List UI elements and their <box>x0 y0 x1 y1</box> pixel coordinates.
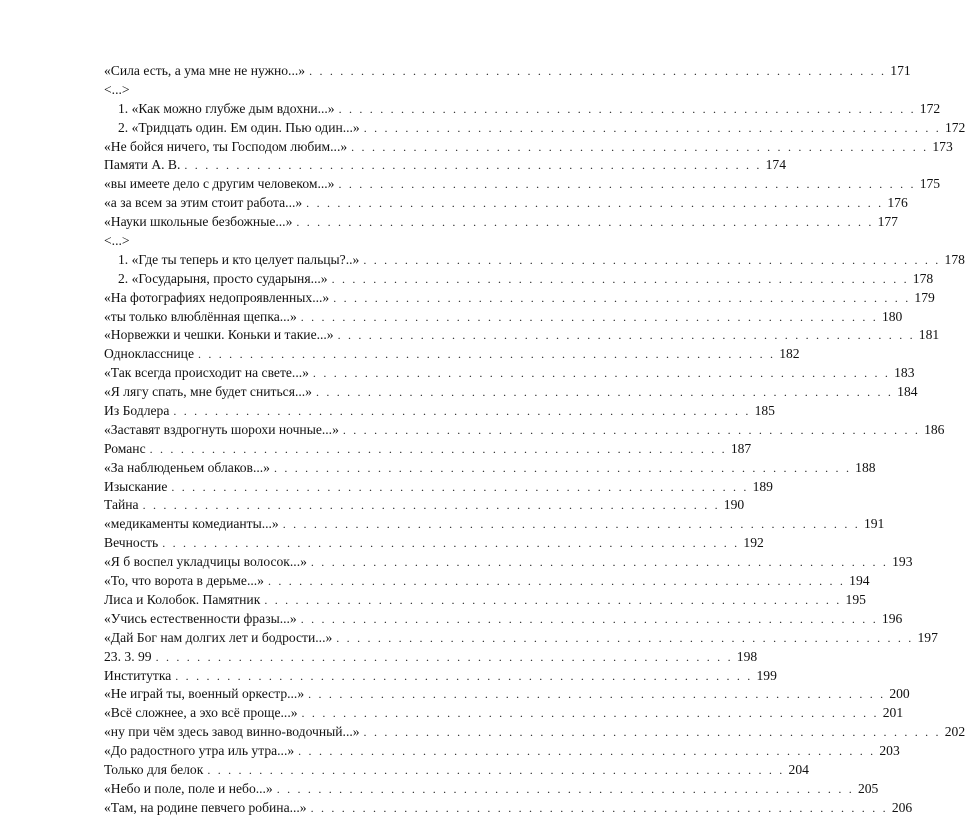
toc-entry-title: 1. «Где ты теперь и кто целует пальцы?..» <box>118 251 360 267</box>
toc-entry <box>104 383 918 402</box>
dot-leader: . . . . . . . . . . . . . . . . . . . . . . . . . . . . . . . . . . . . . . . . . . . . . . . . . . . . . . . . <box>207 762 785 777</box>
toc-entry-title: Тайна <box>104 497 139 513</box>
toc-entry <box>104 100 941 119</box>
toc-entry-title: «медикаменты комедианты...» <box>104 516 279 532</box>
toc-entry <box>104 119 965 138</box>
toc-entry-page-number: 186 <box>924 421 945 437</box>
toc-entry-page-number: 172 <box>919 100 941 116</box>
toc-entry-page-number: 199 <box>756 667 777 683</box>
dot-leader: . . . . . . . . . . . . . . . . . . . . . . . . . . . . . . . . . . . . . . . . . . . . . . . . . . . . . . . . <box>184 158 762 173</box>
toc-entry-title: «а за всем за этим стоит работа...» <box>104 195 303 211</box>
toc-entry-title: Только для белок <box>104 761 204 777</box>
dot-leader: . . . . . . . . . . . . . . . . . . . . . . . . . . . . . . . . . . . . . . . . . . . . . . . . . . . . . . . . <box>273 460 852 475</box>
dot-leader: . . . . . . . . . . . . . . . . . . . . . . . . . . . . . . . . . . . . . . . . . . . . . . . . . . . . . . . . <box>171 479 749 494</box>
toc-entry <box>104 610 903 629</box>
toc-entry <box>104 345 800 364</box>
dot-leader: . . . . . . . . . . . . . . . . . . . . . . . . . . . . . . . . . . . . . . . . . . . . . . . . . . . . . . . . <box>300 309 878 324</box>
toc-entry <box>104 459 876 478</box>
toc-entry <box>104 138 953 157</box>
toc-entry-page-number: 179 <box>914 289 935 305</box>
dot-leader: . . . . . . . . . . . . . . . . . . . . . . . . . . . . . . . . . . . . . . . . . . . . . . . . . . . . . . . . <box>197 347 776 362</box>
toc-entry <box>104 478 773 497</box>
toc-entry <box>104 667 777 686</box>
toc-entry-title: «Всё сложнее, а эхо всё проще...» <box>104 705 298 721</box>
dot-leader: . . . . . . . . . . . . . . . . . . . . . . . . . . . . . . . . . . . . . . . . . . . . . . . . . . . . . . . . <box>155 649 733 664</box>
toc-entry <box>104 591 866 610</box>
toc-entry-title: «Дай Бог нам долгих лет и бодрости...» <box>104 629 333 645</box>
dot-leader: . . . . . . . . . . . . . . . . . . . . . . . . . . . . . . . . . . . . . . . . . . . . . . . . . . . . . . . . <box>338 101 916 116</box>
dot-leader: . . . . . . . . . . . . . . . . . . . . . . . . . . . . . . . . . . . . . . . . . . . . . . . . . . . . . . . . <box>162 536 740 551</box>
toc-entry-title: «ну при чём здесь завод винно-водочный...» <box>104 724 360 740</box>
toc-entry <box>104 326 940 345</box>
dot-leader: . . . . . . . . . . . . . . . . . . . . . . . . . . . . . . . . . . . . . . . . . . . . . . . . . . . . . . . . <box>336 630 914 645</box>
toc-entry-page-number: 177 <box>877 214 898 230</box>
toc-entry <box>104 251 965 270</box>
toc-entry-title: «Небо и поле, поле и небо...» <box>104 780 273 796</box>
dot-leader: . . . . . . . . . . . . . . . . . . . . . . . . . . . . . . . . . . . . . . . . . . . . . . . . . . . . . . . . <box>333 290 911 305</box>
toc-entry <box>104 421 945 440</box>
toc-entry-page-number: 202 <box>944 724 965 740</box>
toc-entry-page-number: 183 <box>894 365 915 381</box>
toc-entry-page-number: 206 <box>891 799 913 815</box>
toc-entry-title: «Я лягу спать, мне будет сниться...» <box>104 384 312 400</box>
toc-entry <box>104 799 913 818</box>
toc-entry-page-number: 192 <box>743 535 764 551</box>
dot-leader: . . . . . . . . . . . . . . . . . . . . . . . . . . . . . . . . . . . . . . . . . . . . . . . . . . . . . . . . <box>276 781 854 796</box>
toc-entry-page-number: 180 <box>881 308 903 324</box>
toc-entry-page-number: 175 <box>919 176 941 192</box>
toc-entry-page-number: 171 <box>890 63 911 78</box>
dot-leader: . . . . . . . . . . . . . . . . . . . . . . . . . . . . . . . . . . . . . . . . . . . . . . . . . . . . . . . . <box>298 744 876 759</box>
toc-entry <box>104 156 786 175</box>
toc-entry <box>104 780 879 799</box>
toc-entry <box>104 308 903 327</box>
dot-leader: . . . . . . . . . . . . . . . . . . . . . . . . . . . . . . . . . . . . . . . . . . . . . . . . . . . . . . . . <box>296 215 874 230</box>
toc-entry-title: Изыскание <box>104 478 168 494</box>
toc-entry-page-number: 181 <box>918 327 940 343</box>
toc-entry <box>104 723 965 742</box>
toc-entry-title: «То, что ворота в дерьме...» <box>104 573 264 589</box>
toc-entry <box>104 496 745 515</box>
toc-entry-title: Институтка <box>104 667 172 683</box>
dot-leader: . . . . . . . . . . . . . . . . . . . . . . . . . . . . . . . . . . . . . . . . . . . . . . . . . . . . . . . . <box>338 177 916 192</box>
toc-entry-page-number: 174 <box>765 157 786 173</box>
toc-entry <box>104 685 910 704</box>
dot-leader: . . . . . . . . . . . . . . . . . . . . . . . . . . . . . . . . . . . . . . . . . . . . . . . . . . . . . . . . <box>173 404 751 419</box>
toc-entry-page-number: 204 <box>788 761 809 777</box>
toc-entry <box>104 553 913 572</box>
table-of-contents <box>104 62 965 818</box>
dot-leader: . . . . . . . . . . . . . . . . . . . . . . . . . . . . . . . . . . . . . . . . . . . . . . . . . . . . . . . . <box>309 64 887 78</box>
dot-leader: . . . . . . . . . . . . . . . . . . . . . . . . . . . . . . . . . . . . . . . . . . . . . . . . . . . . . . . . <box>312 366 891 381</box>
toc-entry-title: «Так всегда происходит на свете...» <box>104 365 309 381</box>
toc-entry-title: 2. «Государыня, просто сударыня...» <box>118 270 328 286</box>
toc-entry-page-number: 188 <box>855 459 876 475</box>
toc-entry <box>104 648 758 667</box>
toc-entry-page-number: 195 <box>845 591 866 607</box>
dot-leader: . . . . . . . . . . . . . . . . . . . . . . . . . . . . . . . . . . . . . . . . . . . . . . . . . . . . . . . . <box>306 196 884 211</box>
toc-entry <box>104 175 941 194</box>
toc-entry-page-number: 201 <box>882 705 904 721</box>
dot-leader: . . . . . . . . . . . . . . . . . . . . . . . . . . . . . . . . . . . . . . . . . . . . . . . . . . . . . . . . <box>264 592 842 607</box>
toc-entry-page-number: 205 <box>857 780 879 796</box>
toc-entry-title: <...> <box>104 81 130 97</box>
toc-entry-page-number: 187 <box>730 440 752 456</box>
dot-leader: . . . . . . . . . . . . . . . . . . . . . . . . . . . . . . . . . . . . . . . . . . . . . . . . . . . . . . . . <box>342 422 921 437</box>
dot-leader: . . . . . . . . . . . . . . . . . . . . . . . . . . . . . . . . . . . . . . . . . . . . . . . . . . . . . . . . <box>363 252 941 267</box>
dot-leader: . . . . . . . . . . . . . . . . . . . . . . . . . . . . . . . . . . . . . . . . . . . . . . . . . . . . . . . . <box>308 687 886 702</box>
toc-entry-title: «Не играй ты, военный оркестр...» <box>104 686 305 702</box>
toc-entry-page-number: 176 <box>887 195 908 211</box>
toc-entry <box>104 81 478 100</box>
toc-entry-page-number: 172 <box>944 119 965 135</box>
toc-entry-title: «До радостного утра иль утра...» <box>104 743 295 759</box>
toc-entry-page-number: 185 <box>754 403 775 419</box>
toc-entry-title: Памяти А. В. <box>104 157 181 173</box>
dot-leader: . . . . . . . . . . . . . . . . . . . . . . . . . . . . . . . . . . . . . . . . . . . . . . . . . . . . . . . . <box>267 574 846 589</box>
toc-entry-title: «На фотографиях недопроявленных...» <box>104 289 330 305</box>
toc-entry-page-number: 178 <box>912 270 934 286</box>
dot-leader: . . . . . . . . . . . . . . . . . . . . . . . . . . . . . . . . . . . . . . . . . . . . . . . . . . . . . . . . <box>351 139 929 154</box>
toc-entry-title: 2. «Тридцать один. Ем один. Пью один...» <box>118 119 360 135</box>
toc-entry-title: «Там, на родине певчего робина...» <box>104 799 307 815</box>
toc-entry <box>104 572 870 591</box>
toc-entry-title: 1. «Как можно глубже дым вдохни...» <box>118 100 335 116</box>
toc-entry-title: Однокласснице <box>104 346 194 362</box>
toc-entry-page-number: 190 <box>723 497 745 513</box>
toc-entry-title: <...> <box>104 233 130 249</box>
dot-leader: . . . . . . . . . . . . . . . . . . . . . . . . . . . . . . . . . . . . . . . . . . . . . . . . . . . . . . . . <box>315 385 894 400</box>
toc-entry-page-number: 203 <box>879 743 900 759</box>
toc-entry-title: Романс <box>104 440 146 456</box>
toc-entry-title: «Заставят вздрогнуть шорохи ночные...» <box>104 421 339 437</box>
toc-entry-page-number: 189 <box>752 478 773 494</box>
toc-entry-title: Вечность <box>104 535 159 551</box>
toc-entry-page-number: 184 <box>897 384 918 400</box>
toc-entry-title: Лиса и Колобок. Памятник <box>104 591 261 607</box>
toc-entry-title: Из Бодлера <box>104 403 170 419</box>
toc-entry <box>104 402 775 421</box>
dot-leader: . . . . . . . . . . . . . . . . . . . . . . . . . . . . . . . . . . . . . . . . . . . . . . . . . . . . . . . . <box>282 517 860 532</box>
toc-entry-title: «ты только влюблённая щепка...» <box>104 308 297 324</box>
toc-entry <box>104 515 885 534</box>
dot-leader: . . . . . . . . . . . . . . . . . . . . . . . . . . . . . . . . . . . . . . . . . . . . . . . . . . . . . . . . <box>142 498 720 513</box>
dot-leader: . . . . . . . . . . . . . . . . . . . . . . . . . . . . . . . . . . . . . . . . . . . . . . . . . . . . . . . . <box>310 800 888 815</box>
toc-entry <box>104 194 908 213</box>
toc-entry-title: «За наблюденьем облаков...» <box>104 459 270 475</box>
toc-entry <box>104 270 934 289</box>
toc-entry-title: «Сила есть, а ума мне не нужно...» <box>104 63 306 78</box>
toc-entry-title: «Науки школьные безбожные...» <box>104 214 293 230</box>
toc-entry-page-number: 200 <box>889 686 910 702</box>
toc-entry-page-number: 193 <box>892 554 913 570</box>
toc-entry-title: 23. 3. 99 <box>104 648 152 664</box>
toc-entry <box>104 289 935 308</box>
toc-entry <box>104 232 478 251</box>
toc-entry-title: «Я б воспел укладчицы волосок...» <box>104 554 307 570</box>
dot-leader: . . . . . . . . . . . . . . . . . . . . . . . . . . . . . . . . . . . . . . . . . . . . . . . . . . . . . . . . <box>175 668 753 683</box>
toc-entry <box>104 213 898 232</box>
toc-entry <box>104 440 752 459</box>
toc-entry-page-number: 173 <box>932 138 953 154</box>
toc-entry-page-number: 197 <box>917 629 938 645</box>
dot-leader: . . . . . . . . . . . . . . . . . . . . . . . . . . . . . . . . . . . . . . . . . . . . . . . . . . . . . . . . <box>363 120 941 135</box>
dot-leader: . . . . . . . . . . . . . . . . . . . . . . . . . . . . . . . . . . . . . . . . . . . . . . . . . . . . . . . . <box>300 611 878 626</box>
toc-entry-title: «Норвежки и чешки. Коньки и такие...» <box>104 327 334 343</box>
dot-leader: . . . . . . . . . . . . . . . . . . . . . . . . . . . . . . . . . . . . . . . . . . . . . . . . . . . . . . . . <box>331 271 909 286</box>
dot-leader: . . . . . . . . . . . . . . . . . . . . . . . . . . . . . . . . . . . . . . . . . . . . . . . . . . . . . . . . <box>301 706 879 721</box>
toc-entry <box>104 629 938 648</box>
toc-entry <box>104 62 911 81</box>
toc-entry-title: «Учись естественности фразы...» <box>104 610 297 626</box>
dot-leader: . . . . . . . . . . . . . . . . . . . . . . . . . . . . . . . . . . . . . . . . . . . . . . . . . . . . . . . . <box>363 725 941 740</box>
toc-entry <box>104 742 900 761</box>
dot-leader: . . . . . . . . . . . . . . . . . . . . . . . . . . . . . . . . . . . . . . . . . . . . . . . . . . . . . . . . <box>310 555 889 570</box>
toc-entry-page-number: 191 <box>863 516 885 532</box>
dot-leader: . . . . . . . . . . . . . . . . . . . . . . . . . . . . . . . . . . . . . . . . . . . . . . . . . . . . . . . . <box>337 328 915 343</box>
toc-entry <box>104 364 915 383</box>
toc-entry <box>104 761 809 780</box>
toc-entry-title: «вы имеете дело с другим человеком...» <box>104 176 335 192</box>
toc-entry-page-number: 178 <box>944 251 965 267</box>
toc-entry <box>104 704 904 723</box>
toc-entry-page-number: 196 <box>881 610 903 626</box>
toc-entry-page-number: 194 <box>849 573 870 589</box>
toc-entry-title: «Не бойся ничего, ты Господом любим...» <box>104 138 348 154</box>
toc-entry <box>104 534 764 553</box>
dot-leader: . . . . . . . . . . . . . . . . . . . . . . . . . . . . . . . . . . . . . . . . . . . . . . . . . . . . . . . . <box>149 441 727 456</box>
toc-entry-page-number: 182 <box>779 346 800 362</box>
toc-entry-page-number: 198 <box>736 648 758 664</box>
